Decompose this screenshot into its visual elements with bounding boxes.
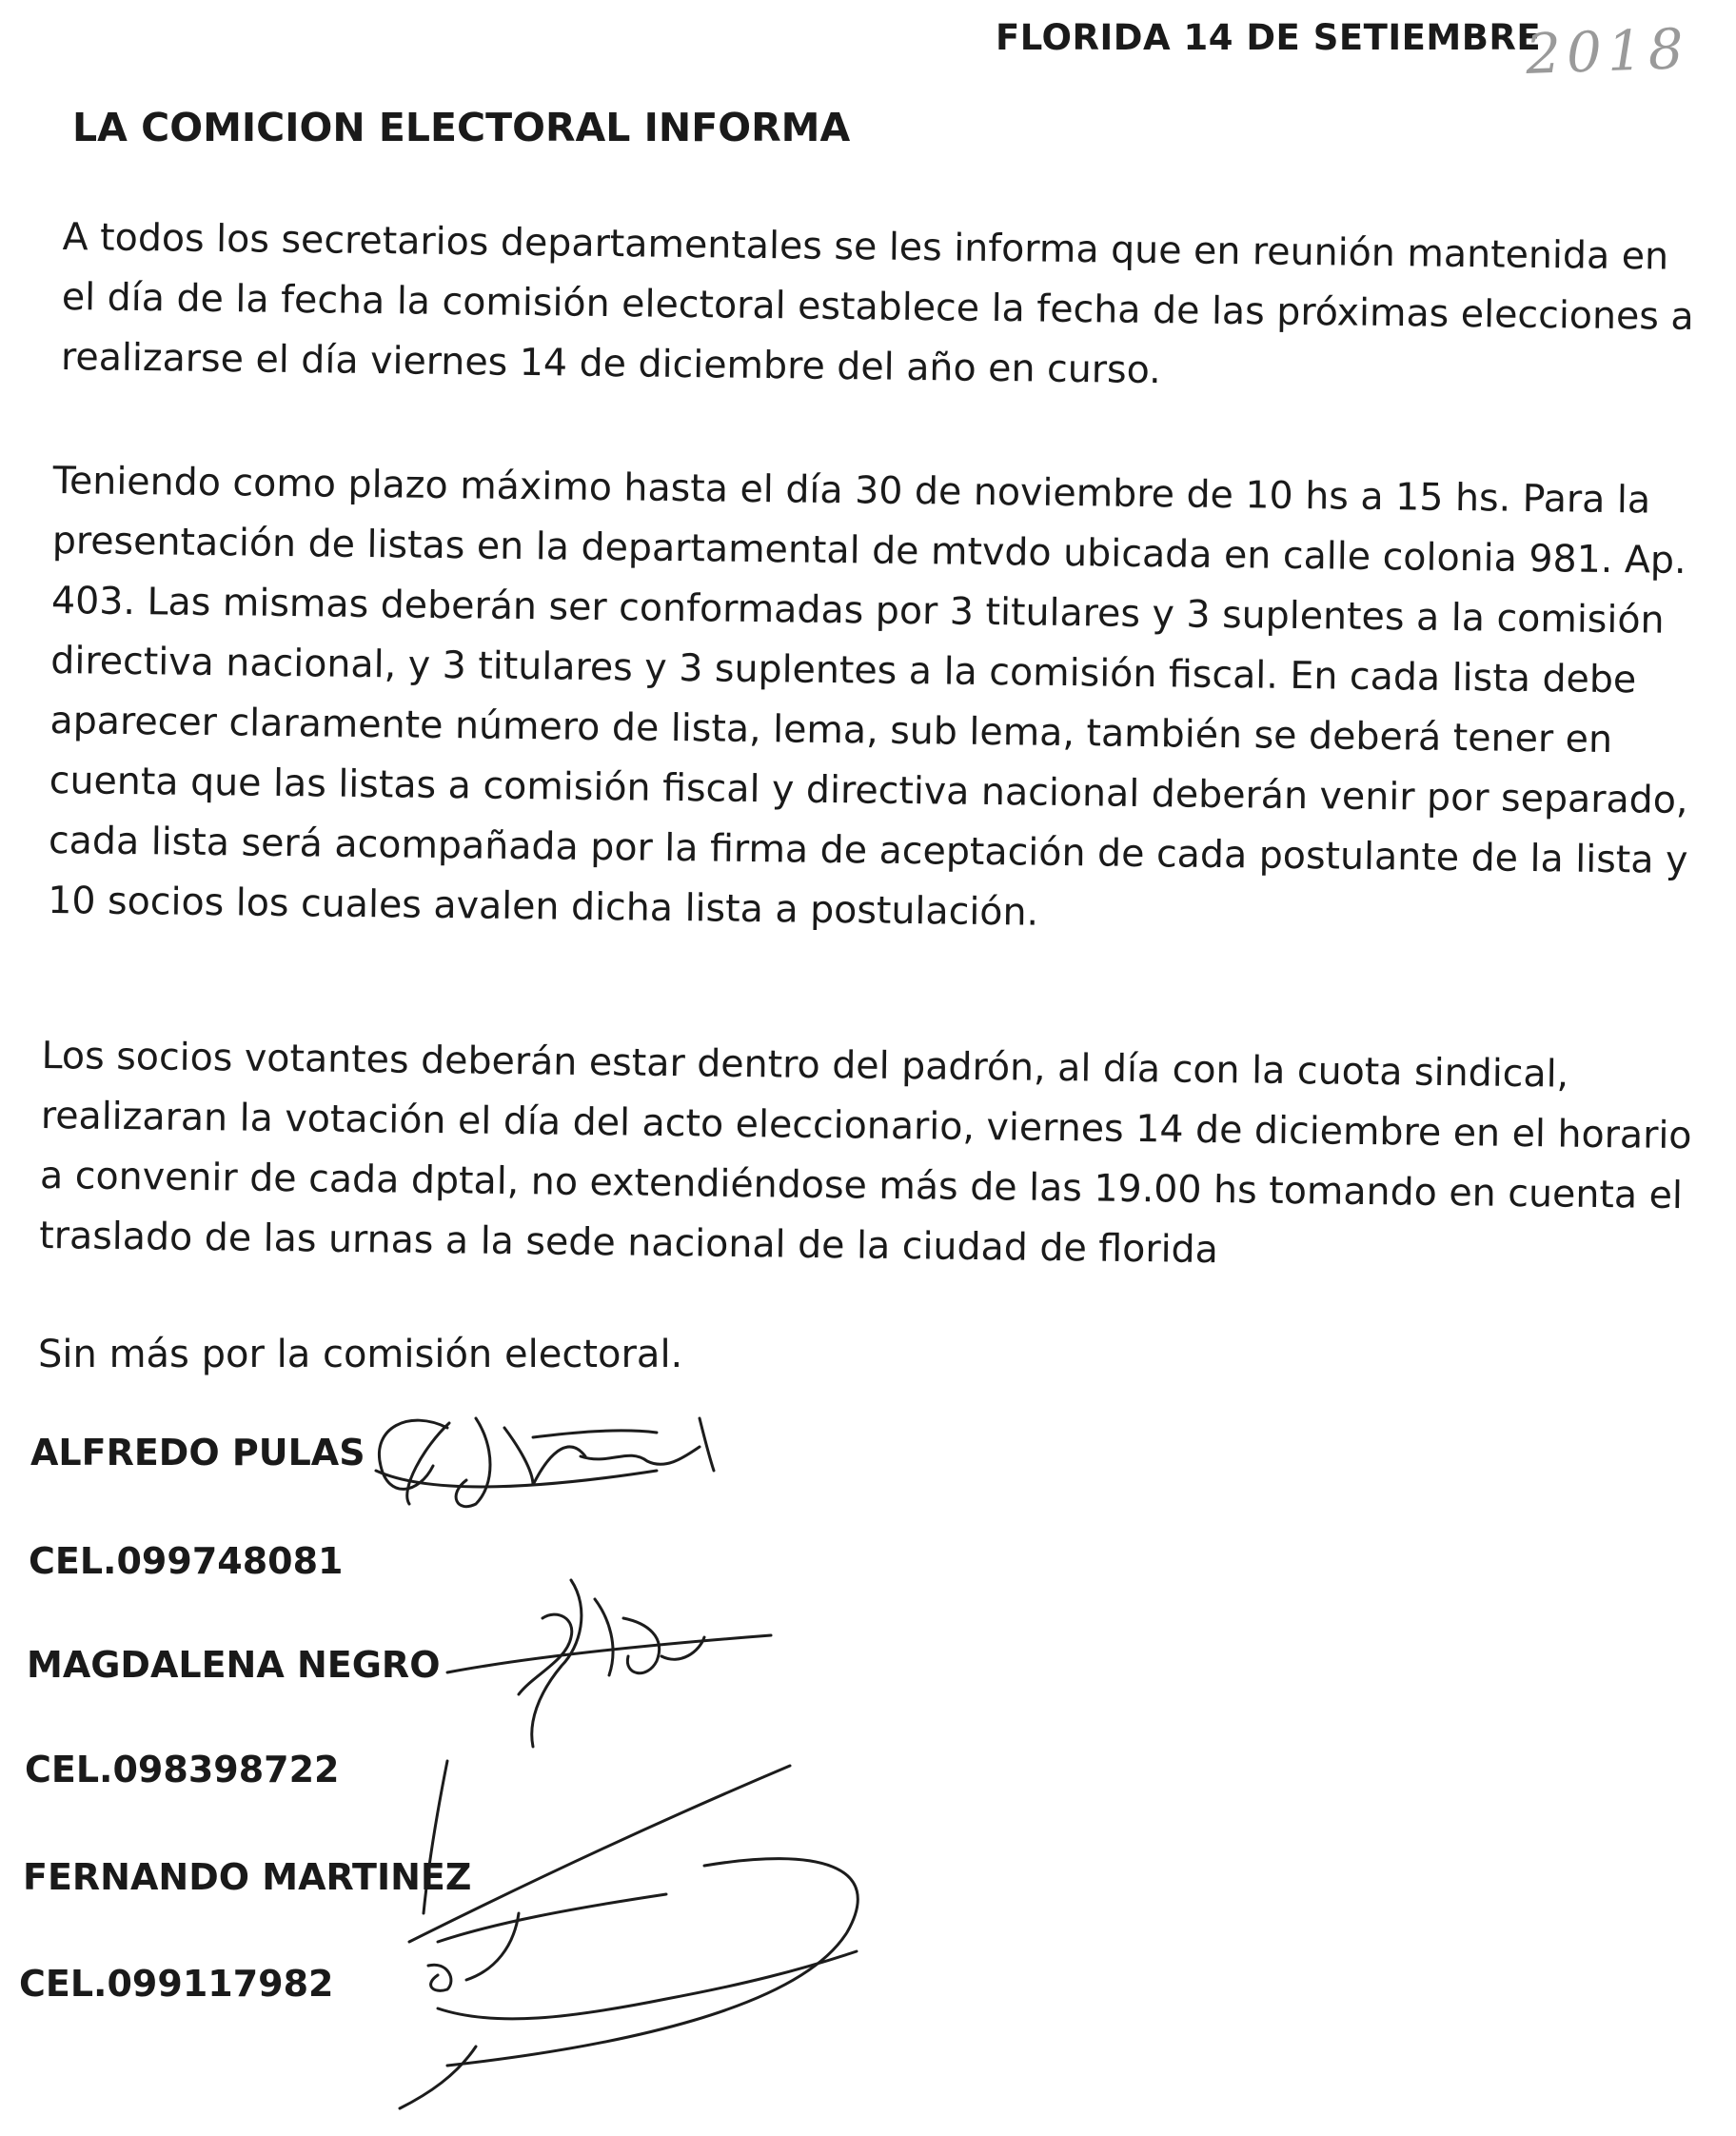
text-line: aparecer claramente número de lista, lema, sub lema, también se deberá tener en	[49, 698, 1613, 762]
text-line: realizarse el día viernes 14 de diciembre del año en curso.	[60, 334, 1161, 393]
text-line: traslado de las urnas a la sede nacional de la ciudad de florida	[39, 1213, 1219, 1273]
signatory-name: MAGDALENA NEGRO	[27, 1644, 441, 1686]
text-line: cada lista será acompañada por la firma de aceptación de cada postulante de la lista y	[48, 818, 1688, 883]
closing-line: Sin más por la comisión electoral.	[38, 1333, 683, 1376]
signature-alfredo-pulas	[376, 1418, 714, 1507]
text-line: A todos los secretarios departamentales se les informa que en reunión mantenida en	[62, 214, 1669, 279]
text-line: a convenir de cada dptal, no extendiéndose más de las 19.00 hs tomando en cuenta el	[39, 1153, 1684, 1218]
date-line: FLORIDA 14 DE SETIEMBRE	[996, 17, 1542, 58]
text-line: 10 socios los cuales avalen dicha lista a postulación.	[47, 878, 1039, 935]
paragraph-list-requirements	[48, 451, 1693, 951]
paragraph-voting-rules	[39, 1026, 1693, 1286]
paragraph-announcement	[61, 208, 1695, 407]
text-line: Teniendo como plazo máximo hasta el día 30 de noviembre de 10 hs a 15 hs. Para la	[52, 458, 1651, 523]
handwritten-year: 2018	[1524, 16, 1690, 87]
text-line: presentación de listas en la departamental de mtvdo ubicada en calle colonia 981. Ap.	[51, 518, 1687, 583]
text-line: directiva nacional, y 3 titulares y 3 suplentes a la comisión fiscal. En cada lista debe	[50, 638, 1637, 702]
text-line: 403. Las mismas deberán ser conformadas por 3 titulares y 3 suplentes a la comisión	[50, 578, 1665, 643]
text-line: Los socios votantes deberán estar dentro del padrón, al día con la cuota sindical,	[41, 1033, 1569, 1097]
signatory-name: ALFREDO PULAS	[30, 1432, 365, 1473]
signatory-name: FERNANDO MARTINEZ	[23, 1856, 472, 1898]
text-line: el día de la fecha la comisión electoral establece la fecha de las próximas elecciones a	[61, 274, 1694, 339]
text-line: cuenta que las listas a comisión fiscal y directiva nacional deberán venir por separado,	[49, 758, 1688, 823]
signatory-phone: CEL.099748081	[29, 1540, 344, 1582]
signatory-phone: CEL.098398722	[25, 1749, 340, 1790]
document-title: LA COMICION ELECTORAL INFORMA	[72, 105, 851, 150]
signature-magdalena-negro	[447, 1580, 771, 1747]
signature-fernando-martinez	[400, 1761, 858, 2108]
signatory-phone: CEL.099117982	[19, 1963, 334, 2005]
text-line: realizaran la votación el día del acto eleccionario, viernes 14 de diciembre en el horario	[40, 1093, 1692, 1158]
